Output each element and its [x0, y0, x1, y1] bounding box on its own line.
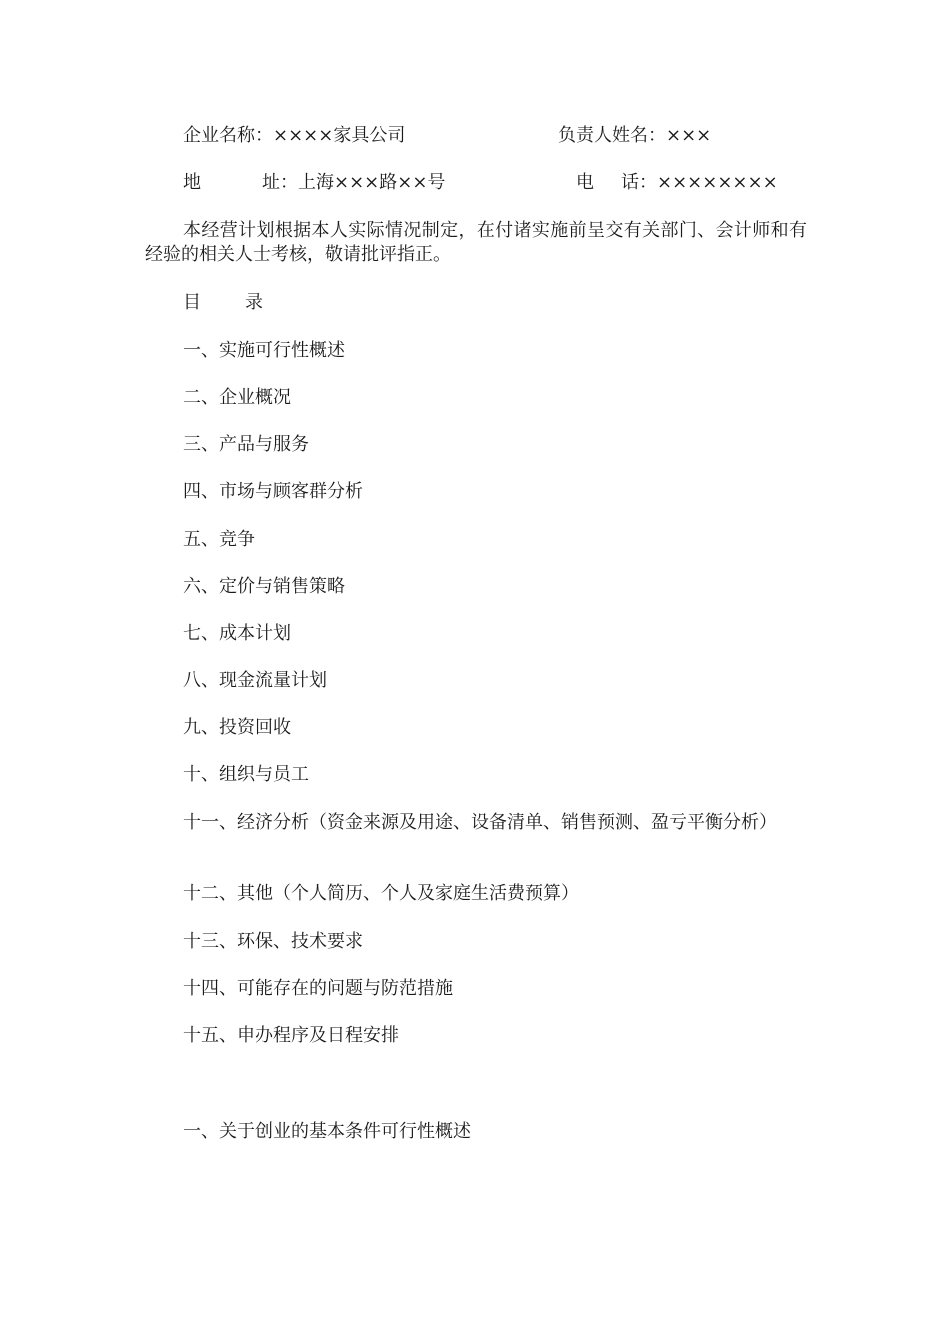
- company-name-value: ××××家具公司: [273, 125, 406, 146]
- manager-name-value: ×××: [666, 125, 712, 146]
- toc-item: 十、组织与员工: [183, 764, 309, 785]
- toc-item: 六、定价与销售策略: [183, 576, 345, 597]
- toc-item: 二、企业概况: [183, 387, 291, 408]
- toc-item: 九、投资回收: [183, 717, 291, 738]
- phone-line: [621, 171, 778, 195]
- toc-item: 五、竞争: [183, 529, 255, 550]
- phone-label-first: 电: [576, 172, 594, 193]
- toc-item: 四、市场与顾客群分析: [183, 481, 363, 502]
- section-heading: 一、关于创业的基本条件可行性概述: [183, 1121, 471, 1142]
- toc-item: 十一、经济分析（资金来源及用途、设备清单、销售预测、盈亏平衡分析）: [183, 812, 777, 833]
- company-name-label: 企业名称：: [183, 125, 273, 146]
- address-line: [262, 171, 445, 195]
- phone-label-second: 话：: [621, 172, 657, 193]
- toc-title-first: 目: [183, 292, 201, 313]
- manager-name-line: [558, 124, 711, 148]
- toc-item: 三、产品与服务: [183, 434, 309, 455]
- intro-paragraph: 本经营计划根据本人实际情况制定，在付诸实施前呈交有关部门、会计师和有经验的相关人士考核，敬请批评指正。: [145, 220, 807, 265]
- phone-value: ××××××××: [657, 172, 778, 193]
- toc-item: 十五、申办程序及日程安排: [183, 1025, 399, 1046]
- toc-item: 十二、其他（个人简历、个人及家庭生活费预算）: [183, 883, 579, 904]
- toc-title-second: 录: [245, 292, 263, 313]
- address-label-first: 地: [183, 172, 201, 193]
- toc-item: 七、成本计划: [183, 623, 291, 644]
- company-name-line: [183, 124, 405, 148]
- toc-item: 一、实施可行性概述: [183, 340, 345, 361]
- address-label-second: 址：: [262, 172, 298, 193]
- address-value: 上海×××路××号: [298, 172, 446, 193]
- toc-item: 十三、环保、技术要求: [183, 931, 363, 952]
- manager-name-label: 负责人姓名：: [558, 125, 666, 146]
- toc-item: 八、现金流量计划: [183, 670, 327, 691]
- toc-item: 十四、可能存在的问题与防范措施: [183, 978, 453, 999]
